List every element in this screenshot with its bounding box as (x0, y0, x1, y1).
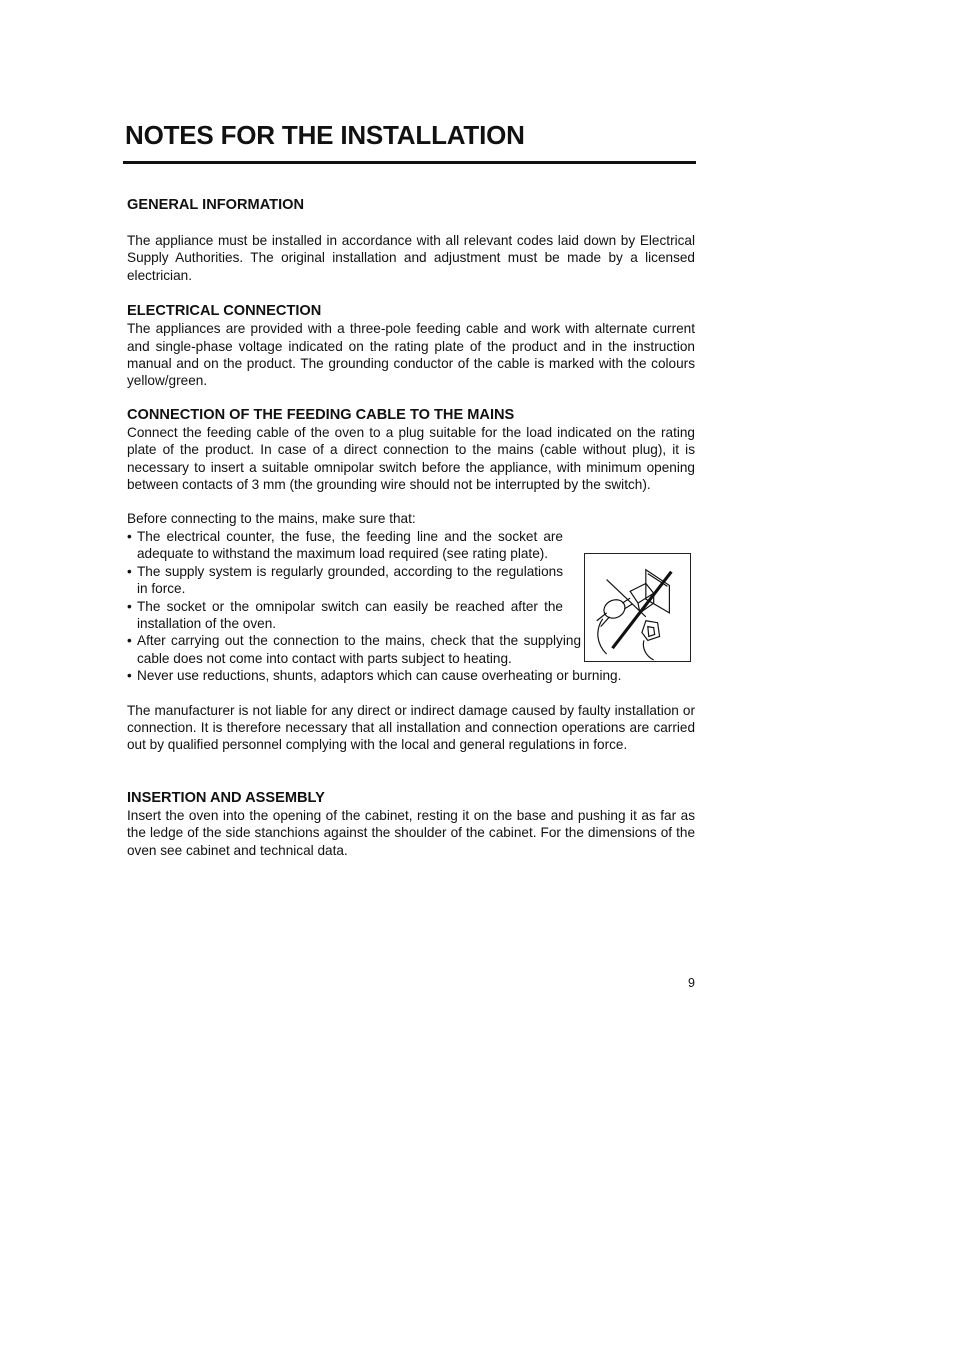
bullet-dot: • (127, 528, 132, 544)
page-title: NOTES FOR THE INSTALLATION (125, 120, 525, 150)
list-item: • The electrical counter, the fuse, the feeding line and the socket are adequate to withstand the maximum load required (see rating plate). (127, 528, 563, 562)
heading-general-information: GENERAL INFORMATION (127, 197, 305, 213)
page-number: 9 (688, 976, 695, 990)
bullet-dot: • (127, 668, 132, 684)
crossed-out-plug-adaptor-icon (584, 553, 691, 662)
bullet-dot: • (127, 598, 132, 614)
list-item: • The supply system is regularly grounded, according to the regulations in force. (127, 563, 563, 597)
paragraph-electrical-connection: The appliances are provided with a three-pole feeding cable and work with alternate current and single-phase voltage indicated on the rating plate of the product and in the instruction manual and on the product. The grounding conductor of the cable is marked with the colours yellow/green. (127, 321, 695, 389)
bullet-dot: • (127, 563, 132, 579)
bullet-dot: • (127, 633, 132, 649)
heading-electrical-connection: ELECTRICAL CONNECTION (127, 303, 322, 320)
heading-feeding-cable: CONNECTION OF THE FEEDING CABLE TO THE MAINS (127, 406, 515, 423)
document-body (127, 196, 695, 859)
checklist-intro: Before connecting to the mains, make sure that: (127, 511, 416, 527)
paragraph-general-information: The appliance must be installed in accordance with all relevant codes laid down by Electrical Supply Authorities. The original installation and adjustment must be made by a licensed electrician. (127, 233, 695, 283)
title-divider (123, 161, 696, 164)
paragraph-feeding-cable: Connect the feeding cable of the oven to a plug suitable for the load indicated on the rating plate of the product. In case of a direct connection to the mains (cable without plug), it is necessary to insert a suitable omnipolar switch before the appliance, with minimum opening between contacts of 3 mm (the grounding wire should not be interrupted by the switch). (127, 424, 695, 493)
list-item: • Never use reductions, shunts, adaptors which can cause overheating or burning. (127, 668, 622, 684)
list-item: • After carrying out the connection to the mains, check that the supplying cable does not come into contact with parts subject to heating. (127, 633, 581, 666)
section-insertion-assembly (127, 789, 695, 859)
heading-insertion-assembly: INSERTION AND ASSEMBLY (127, 789, 325, 806)
paragraph-insertion-assembly: Insert the oven into the opening of the cabinet, resting it on the base and pushing it as far as the ledge of the side stanchions against the shoulder of the cabinet. For the dimensions of the oven see cabinet and technical data. (127, 807, 695, 858)
section-electrical-connection (127, 302, 695, 390)
section-general-information (127, 196, 695, 284)
list-item: • The socket or the omnipolar switch can easily be reached after the installation of the oven. (127, 598, 563, 631)
paragraph-liability: The manufacturer is not liable for any direct or indirect damage caused by faulty installation or connection. It is therefore necessary that all installation and connection operations are carried out by qualified personnel complying with the local and general regulations in force. (127, 702, 695, 753)
